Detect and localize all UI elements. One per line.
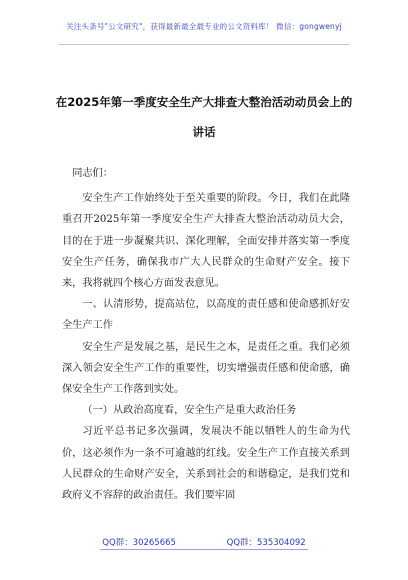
subsection-heading: （一）从政治高度看，安全生产是重大政治任务 bbox=[82, 405, 297, 417]
section-heading: 一、认清形势，提高站位，以高度的责任感和使命感抓好安全生产工作 bbox=[62, 299, 350, 332]
paragraph: 安全生产是发展之基，是民生之本，是责任之重。我们必须深入领会安全生产工作的重要性，切实增强责任感和使命感，确保安全生产工作落到实处。 bbox=[62, 341, 350, 396]
document-title-line2: 讲话 bbox=[192, 125, 216, 139]
page-header-banner: 关注头条号"公文研究"，获得最新最全最专业的公文资料库！ 微信：gongwenyj bbox=[66, 22, 342, 31]
document-title: 在2025年第一季度安全生产大排查大整治活动动员会上的 bbox=[55, 95, 353, 109]
footer-qq-group-2: QQ群：535304092 bbox=[226, 538, 306, 548]
paragraph: 习近平总书记多次强调，发展决不能以牺牲人的生命为代价，这必须作为一条不可逾越的红线。安全生产工作直接关系到人民群众的生命财产安全，关系到社会的和谐稳定，是我们党和政府义不容辞的政治责任。我们要牢固 bbox=[62, 426, 350, 502]
page-footer bbox=[0, 536, 408, 548]
header-divider bbox=[58, 44, 350, 45]
document-body bbox=[62, 163, 350, 506]
footer-divider bbox=[100, 549, 308, 550]
greeting: 同志们： bbox=[72, 168, 113, 179]
footer-qq-group-1: QQ群：30265665 bbox=[102, 538, 176, 548]
paragraph: 安全生产工作始终处于至关重要的阶段。今日，我们在此隆重召开2025年第一季度安全生产大排查大整治活动动员大会，目的在于进一步凝聚共识、深化理解，全面安排并落实第一季度安全生产任务，确保我市广大人民群众的生命财产安全。接下来，我将就四个核心方面发表意见。 bbox=[62, 193, 350, 290]
